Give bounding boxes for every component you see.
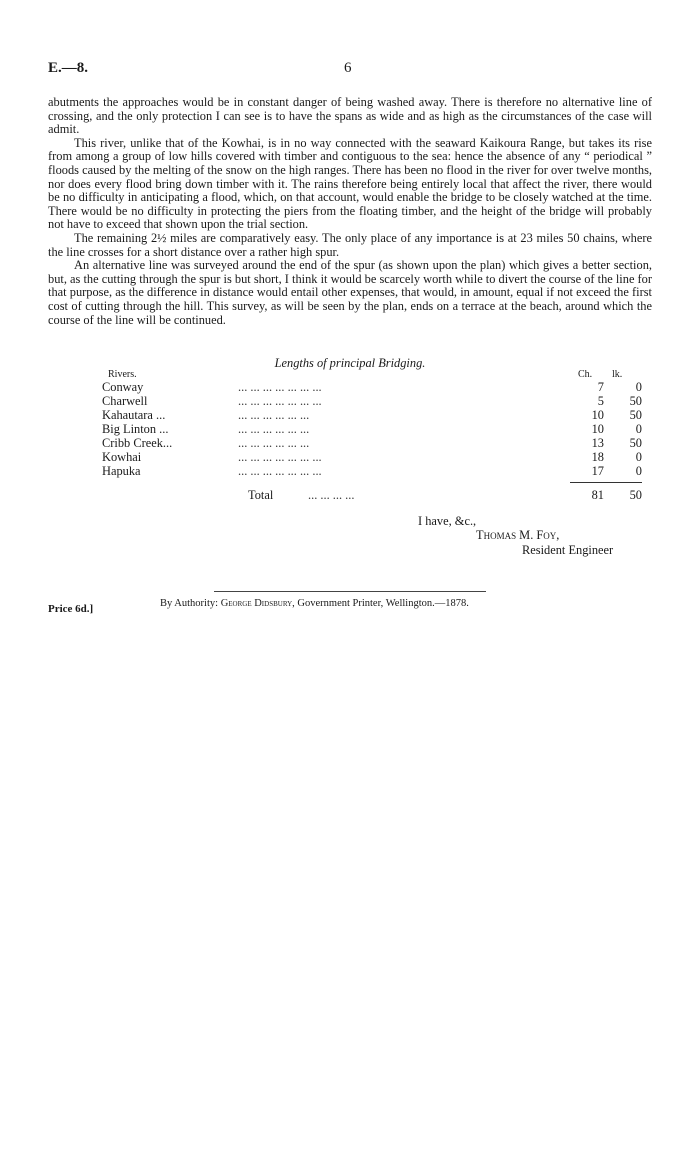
- document-reference: E.—8.: [48, 60, 89, 76]
- leader-dots: ... ... ... ... ... ... ...: [238, 380, 322, 394]
- chains-value: 7: [597, 380, 604, 394]
- chains-value: 17: [591, 464, 604, 478]
- chains-value: 13: [591, 436, 604, 450]
- links-value: 50: [629, 436, 642, 450]
- chains-value: 5: [597, 394, 604, 408]
- closing-salutation: I have, &c.,: [418, 514, 477, 528]
- total-links: 50: [629, 488, 642, 502]
- printer-name: George Didsbury: [220, 598, 293, 609]
- leader-dots: ... ... ... ... ... ...: [238, 422, 310, 436]
- signature-name: Thomas M. Foy,: [476, 528, 560, 542]
- total-rule: [570, 482, 642, 483]
- leader-dots: ... ... ... ... ... ... ...: [238, 450, 322, 464]
- leader-dots: ... ... ... ... ... ... ...: [238, 464, 322, 478]
- table-row: [102, 408, 642, 422]
- signature-title: Resident Engineer: [522, 543, 614, 557]
- links-value: 0: [635, 380, 642, 394]
- chains-value: 18: [591, 450, 604, 464]
- leader-dots: ... ... ... ... ... ...: [238, 408, 310, 422]
- links-value: 0: [635, 422, 642, 436]
- leader-dots: ... ... ... ... ... ... ...: [238, 394, 322, 408]
- page-header: [48, 60, 648, 80]
- column-header-rivers: Rivers.: [108, 369, 137, 380]
- river-name: Kahautara ...: [102, 408, 166, 422]
- imprint-suffix: , Government Printer, Wellington.—1878.: [292, 598, 469, 609]
- total-label: Total: [248, 488, 274, 502]
- page-number: 6: [344, 60, 352, 76]
- price-label: Price 6d.]: [48, 603, 94, 615]
- footer-rule: [214, 591, 486, 592]
- column-header-chains: Ch.: [578, 369, 593, 380]
- paragraph: abutments the approaches would be in constant danger of being washed away. There is therefore no alternative line of crossing, and the only protection I can see is to have the spans as wide and as high as the circumstances of the case will admit.: [48, 95, 652, 137]
- table-row: [102, 380, 642, 394]
- table-row: [102, 464, 642, 478]
- river-name: Conway: [102, 380, 144, 394]
- river-name: Kowhai: [102, 450, 142, 464]
- table-row: [102, 394, 642, 408]
- table-row: [102, 450, 642, 464]
- leader-dots: ... ... ... ... ... ...: [238, 436, 310, 450]
- river-name: Charwell: [102, 394, 148, 408]
- links-value: 0: [635, 464, 642, 478]
- paragraph: The remaining 2½ miles are comparatively easy. The only place of any importance is at 23 miles 50 chains, where the line crosses for a short distance over a rather high spur.: [48, 230, 652, 259]
- links-value: 0: [635, 450, 642, 464]
- river-name: Hapuka: [102, 464, 141, 478]
- total-chains: 81: [591, 488, 604, 502]
- chains-value: 10: [591, 408, 604, 422]
- table-row: [102, 422, 642, 436]
- table-row: [102, 436, 642, 450]
- imprint-prefix: By Authority:: [160, 598, 221, 609]
- leader-dots: ... ... ... ...: [308, 488, 355, 502]
- links-value: 50: [629, 394, 642, 408]
- paragraph: This river, unlike that of the Kowhai, is in no way connected with the seaward Kaikoura Range, but takes its rise from among a group of low hills covered with timber and contiguous to the sea: hence the absence of any “ periodical ” floods caused by the melting of the snow on the high ranges. There has been no flood in the river for over twelve months, nor does every flood bring down timber with it. The rains therefore being entirely local that affect the river, there would be no difficulty in anticipating a flood, which, on that account, would enable the bridge to be closely watched at the time. There would be no difficulty in protecting the piers from the floating timber, and the height of the bridge will probably not have to exceed that shown upon the trial section.: [48, 135, 652, 232]
- table-title: Lengths of principal Bridging.: [274, 356, 426, 370]
- paragraph: An alternative line was surveyed around the end of the spur (as shown upon the plan) which gives a better section, but, as the cutting through the spur is but short, I think it would be scarcely worth while to divert the course of the line for that purpose, as the difference in distance would entail other expenses, that would, in amount, equal if not exceed the first cost of cutting through the hill. This survey, as will be seen by the plan, ends on a terrace at the beach, around which the course of the line will be continued.: [48, 258, 652, 327]
- links-value: 50: [629, 408, 642, 422]
- river-name: Cribb Creek...: [102, 436, 173, 450]
- column-header-links: lk.: [612, 369, 623, 380]
- body-text: [48, 96, 652, 327]
- total-row: [102, 488, 642, 502]
- bridging-table: [102, 380, 642, 478]
- river-name: Big Linton ...: [102, 422, 169, 436]
- chains-value: 10: [591, 422, 604, 436]
- printer-imprint: [160, 598, 469, 609]
